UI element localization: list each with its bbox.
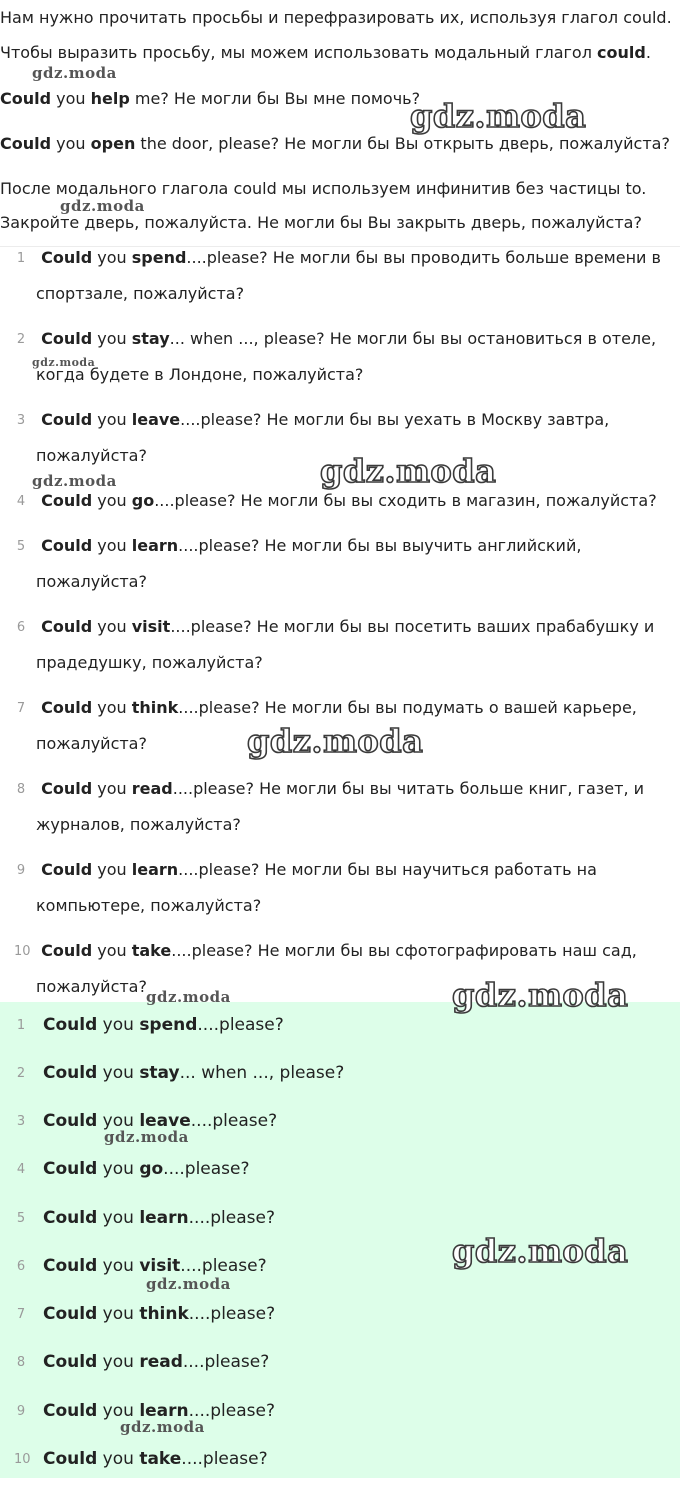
watermark: gdz.moda — [32, 356, 96, 369]
answer-number: 3 — [16, 1114, 26, 1129]
list-item — [0, 617, 680, 698]
watermark: gdz.moda — [452, 1232, 629, 1270]
item-number: 1 — [16, 251, 26, 266]
answer-item — [0, 1400, 680, 1430]
item-number: 4 — [16, 494, 26, 509]
example-rest: me? Не могли бы Вы мне помочь? — [129, 89, 421, 108]
item-text: Could you visit....please? Не могли бы вы посетить ваших прабабушку и прадедушку, пожалуйста? — [36, 617, 655, 672]
watermark: gdz.moda — [410, 97, 587, 135]
item-text: Could you learn....please? Не могли бы вы научиться работать на компьютере, пожалуйста? — [36, 860, 597, 915]
example-could: Could — [0, 134, 52, 153]
watermark: gdz.moda — [146, 988, 231, 1006]
item-text: Could you spend....please? Не могли бы вы проводить больше времени в спортзале, пожалуйста? — [36, 248, 661, 303]
list-item — [0, 860, 680, 941]
item-text: Could you stay... when ..., please? Не могли бы вы остановиться в отеле, когда будете в Лондоне, пожалуйста? — [36, 329, 657, 384]
watermark: gdz.moda — [60, 197, 145, 215]
example-verb: help — [90, 89, 130, 108]
answer-text: Could you spend....please? — [43, 1015, 284, 1035]
answer-item — [0, 1207, 680, 1237]
answer-item — [0, 1062, 680, 1092]
answer-item — [0, 1303, 680, 1333]
item-text: Could you read....please? Не могли бы вы читать больше книг, газет, и журналов, пожалуйста? — [36, 779, 645, 834]
answer-text: Could you visit....please? — [43, 1256, 267, 1276]
answer-item — [0, 1255, 680, 1285]
watermark: gdz.moda — [104, 1128, 189, 1146]
watermark: gdz.moda — [247, 722, 424, 760]
answer-number: 9 — [16, 1404, 26, 1419]
example-rest: the door, please? Не могли бы Вы открыть дверь, пожалуйста? — [135, 134, 670, 153]
intro-example-2 — [0, 133, 670, 155]
intro-instruction: Нам нужно прочитать просьбы и перефразировать их, используя глагол could. — [0, 8, 672, 27]
intro-example-1 — [0, 88, 420, 110]
item-number: 2 — [16, 332, 26, 347]
answer-text: Could you stay... when ..., please? — [43, 1063, 345, 1083]
list-item — [0, 329, 680, 410]
item-number: 7 — [16, 701, 26, 716]
list-item — [0, 779, 680, 860]
translation-list — [0, 248, 680, 1022]
item-text: Could you take....please? Не могли бы вы сфотографировать наш сад, пожалуйста? — [36, 941, 637, 996]
answer-text: Could you leave....please? — [43, 1111, 278, 1131]
answer-text: Could you read....please? — [43, 1352, 270, 1372]
watermark: gdz.moda — [320, 452, 497, 490]
item-number: 5 — [16, 539, 26, 554]
answer-item — [0, 1448, 680, 1478]
answer-number: 10 — [14, 1452, 31, 1467]
item-text: Could you leave....please? Не могли бы вы уехать в Москву завтра, пожалуйста? — [36, 410, 610, 465]
answer-number: 8 — [16, 1355, 26, 1370]
example-you: you — [51, 134, 91, 153]
answer-text: Could you learn....please? — [43, 1208, 275, 1228]
answer-number: 1 — [16, 1018, 26, 1033]
watermark: gdz.moda — [32, 472, 117, 490]
answer-text: Could you go....please? — [43, 1159, 250, 1179]
answer-number: 4 — [16, 1162, 26, 1177]
watermark: gdz.moda — [146, 1275, 231, 1293]
watermark: gdz.moda — [32, 64, 117, 82]
intro-example-3: Закройте дверь, пожалуйста. Не могли бы Вы закрыть дверь, пожалуйста? — [0, 213, 642, 232]
answer-text: Could you take....please? — [43, 1449, 268, 1469]
answer-text: Could you think....please? — [43, 1304, 276, 1324]
answer-item — [0, 1351, 680, 1381]
intro-rule-bold: could — [597, 43, 646, 62]
answer-number: 5 — [16, 1211, 26, 1226]
intro-rule-text: Чтобы выразить просьбу, мы можем использовать модальный глагол — [0, 43, 598, 62]
answer-number: 7 — [16, 1307, 26, 1322]
list-item — [0, 536, 680, 617]
answer-number: 2 — [16, 1066, 26, 1081]
intro-rule-period: . — [645, 43, 651, 62]
answer-number: 6 — [16, 1259, 26, 1274]
intro-rule — [0, 42, 651, 64]
example-you: you — [51, 89, 91, 108]
item-number: 3 — [16, 413, 26, 428]
answer-item — [0, 1158, 680, 1188]
watermark: gdz.moda — [452, 976, 629, 1014]
item-number: 10 — [14, 944, 31, 959]
item-number: 6 — [16, 620, 26, 635]
list-item — [0, 410, 680, 491]
item-number: 8 — [16, 782, 26, 797]
answer-item — [0, 1014, 680, 1044]
answer-text: Could you learn....please? — [43, 1401, 275, 1421]
watermark: gdz.moda — [120, 1418, 205, 1436]
intro-note: После модального глагола could мы используем инфинитив без частицы to. — [0, 179, 647, 198]
item-text: Could you learn....please? Не могли бы вы выучить английский, пожалуйста? — [36, 536, 582, 591]
answers-panel — [0, 1002, 680, 1478]
list-item — [0, 248, 680, 329]
answer-item — [0, 1110, 680, 1140]
item-number: 9 — [16, 863, 26, 878]
item-text: Could you think....please? Не могли бы вы подумать о вашей карьере, пожалуйста? — [36, 698, 637, 753]
list-item — [0, 698, 680, 779]
example-verb: open — [90, 134, 136, 153]
item-text: Could you go....please? Не могли бы вы сходить в магазин, пожалуйста? — [41, 491, 657, 510]
example-could: Could — [0, 89, 52, 108]
